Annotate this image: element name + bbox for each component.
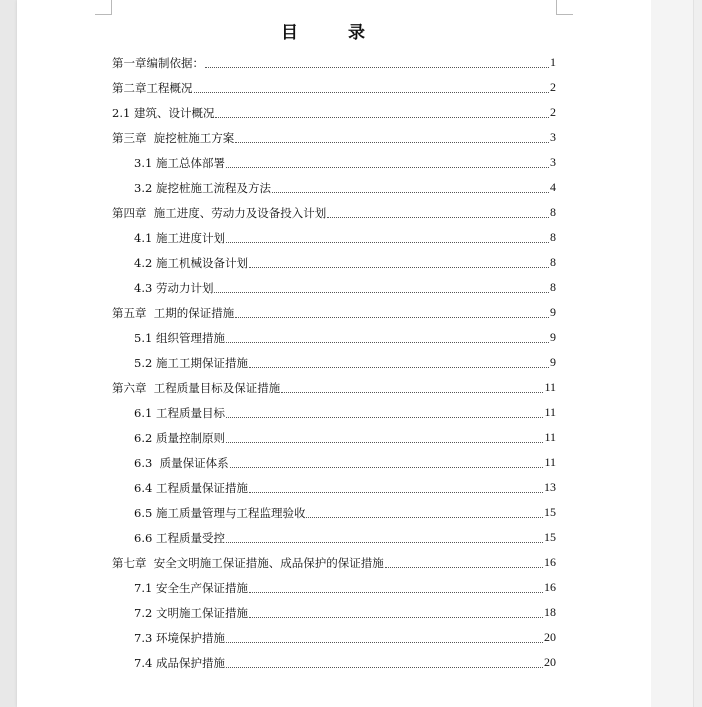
toc-entry-text: 6.2 质量控制原则 <box>134 430 225 445</box>
toc-page-number: 2 <box>550 105 556 119</box>
toc-entry[interactable] <box>112 400 556 425</box>
toc-dot-leader <box>226 542 543 543</box>
toc-entry-text: 5.1 组织管理措施 <box>134 330 225 345</box>
toc-entry-text: 7.4 成品保护措施 <box>134 655 225 670</box>
toc-page-number: 11 <box>544 405 556 419</box>
toc-page-number: 8 <box>550 205 556 219</box>
toc-dot-leader <box>226 417 543 418</box>
toc-page-number: 3 <box>550 130 556 144</box>
toc-entry-text: 第七章 安全文明施工保证措施、成品保护的保证措施 <box>112 555 384 570</box>
toc-entry-text: 7.2 文明施工保证措施 <box>134 605 248 620</box>
toc-dot-leader <box>226 442 543 443</box>
table-of-contents <box>112 50 556 675</box>
toc-page-number: 20 <box>544 630 556 644</box>
toc-dot-leader <box>235 317 549 318</box>
toc-entry-text: 第四章 施工进度、劳动力及设备投入计划 <box>112 205 327 220</box>
toc-entry[interactable] <box>112 250 556 275</box>
toc-entry[interactable] <box>112 200 556 225</box>
toc-dot-leader <box>215 117 549 118</box>
toc-entry-text: 第三章 旋挖桩施工方案 <box>112 130 235 145</box>
toc-dot-leader <box>385 567 543 568</box>
toc-dot-leader <box>214 292 549 293</box>
toc-dot-leader <box>306 517 543 518</box>
toc-entry-text: 7.3 环境保护措施 <box>134 630 225 645</box>
toc-entry[interactable] <box>112 125 556 150</box>
toc-dot-leader <box>249 492 543 493</box>
toc-entry[interactable] <box>112 625 556 650</box>
toc-entry-text: 3.1 施工总体部署 <box>134 155 225 170</box>
toc-entry[interactable] <box>112 100 556 125</box>
crop-mark-top-left <box>95 0 112 15</box>
toc-page-number: 1 <box>550 55 556 69</box>
toc-page-number: 13 <box>544 480 556 494</box>
toc-entry[interactable] <box>112 550 556 575</box>
toc-entry-text: 6.6 工程质量受控 <box>134 530 225 545</box>
toc-page-number: 11 <box>544 455 556 469</box>
toc-dot-leader <box>249 592 543 593</box>
toc-dot-leader <box>281 392 543 393</box>
toc-entry-text: 4.2 施工机械设备计划 <box>134 255 248 270</box>
toc-entry[interactable] <box>112 275 556 300</box>
toc-entry-text: 6.1 工程质量目标 <box>134 405 225 420</box>
toc-page-number: 4 <box>550 180 556 194</box>
toc-entry-text: 7.1 安全生产保证措施 <box>134 580 248 595</box>
toc-entry[interactable] <box>112 300 556 325</box>
toc-page-number: 8 <box>550 280 556 294</box>
toc-entry-text: 5.2 施工工期保证措施 <box>134 355 248 370</box>
toc-dot-leader <box>226 642 543 643</box>
toc-entry[interactable] <box>112 75 556 100</box>
toc-entry[interactable] <box>112 650 556 675</box>
toc-dot-leader <box>249 617 543 618</box>
toc-dot-leader <box>226 667 543 668</box>
toc-entry-text: 4.3 劳动力计划 <box>134 280 214 295</box>
toc-entry[interactable] <box>112 575 556 600</box>
toc-page-number: 11 <box>544 430 556 444</box>
toc-page-number: 2 <box>550 80 556 94</box>
toc-entry[interactable] <box>112 175 556 200</box>
toc-dot-leader <box>249 367 549 368</box>
toc-entry-text: 4.1 施工进度计划 <box>134 230 225 245</box>
toc-page-number: 3 <box>550 155 556 169</box>
toc-dot-leader <box>249 267 549 268</box>
toc-entry-text: 6.4 工程质量保证措施 <box>134 480 248 495</box>
toc-entry[interactable] <box>112 325 556 350</box>
toc-entry[interactable] <box>112 600 556 625</box>
crop-mark-top-right <box>556 0 573 15</box>
toc-dot-leader <box>226 242 549 243</box>
toc-entry-text: 2.1 建筑、设计概况 <box>112 105 215 120</box>
toc-dot-leader <box>226 167 549 168</box>
toc-page-number: 18 <box>544 605 556 619</box>
vertical-scrollbar[interactable] <box>693 0 702 707</box>
toc-dot-leader <box>205 67 549 68</box>
toc-dot-leader <box>226 342 549 343</box>
toc-entry[interactable] <box>112 375 556 400</box>
toc-page-number: 9 <box>550 305 556 319</box>
toc-dot-leader <box>230 467 544 468</box>
toc-entry[interactable] <box>112 50 556 75</box>
toc-dot-leader <box>194 92 550 93</box>
toc-page-number: 15 <box>544 530 556 544</box>
toc-entry-text: 6.3 质量保证体系 <box>134 455 229 470</box>
toc-entry[interactable] <box>112 150 556 175</box>
toc-dot-leader <box>327 217 549 218</box>
toc-page-number: 11 <box>544 380 556 394</box>
toc-entry-text: 第六章 工程质量目标及保证措施 <box>112 380 281 395</box>
toc-entry-text: 6.5 施工质量管理与工程监理验收 <box>134 505 306 520</box>
toc-entry-text: 第二章工程概况 <box>112 80 193 95</box>
toc-dot-leader <box>272 192 549 193</box>
toc-page-number: 9 <box>550 355 556 369</box>
toc-page-number: 15 <box>544 505 556 519</box>
toc-entry[interactable] <box>112 425 556 450</box>
toc-entry[interactable] <box>112 500 556 525</box>
toc-page-number: 9 <box>550 330 556 344</box>
toc-entry[interactable] <box>112 450 556 475</box>
toc-page-number: 16 <box>544 555 556 569</box>
toc-page-number: 16 <box>544 580 556 594</box>
toc-entry[interactable] <box>112 475 556 500</box>
toc-page-number: 8 <box>550 230 556 244</box>
toc-page-number: 8 <box>550 255 556 269</box>
toc-entry[interactable] <box>112 525 556 550</box>
toc-page-number: 20 <box>544 655 556 669</box>
toc-entry[interactable] <box>112 350 556 375</box>
toc-entry[interactable] <box>112 225 556 250</box>
toc-entry-text: 3.2 旋挖桩施工流程及方法 <box>134 180 271 195</box>
toc-entry-text: 第一章编制依据： <box>112 55 204 70</box>
toc-entry-text: 第五章 工期的保证措施 <box>112 305 235 320</box>
toc-dot-leader <box>235 142 549 143</box>
toc-title: 目 录 <box>281 23 387 43</box>
